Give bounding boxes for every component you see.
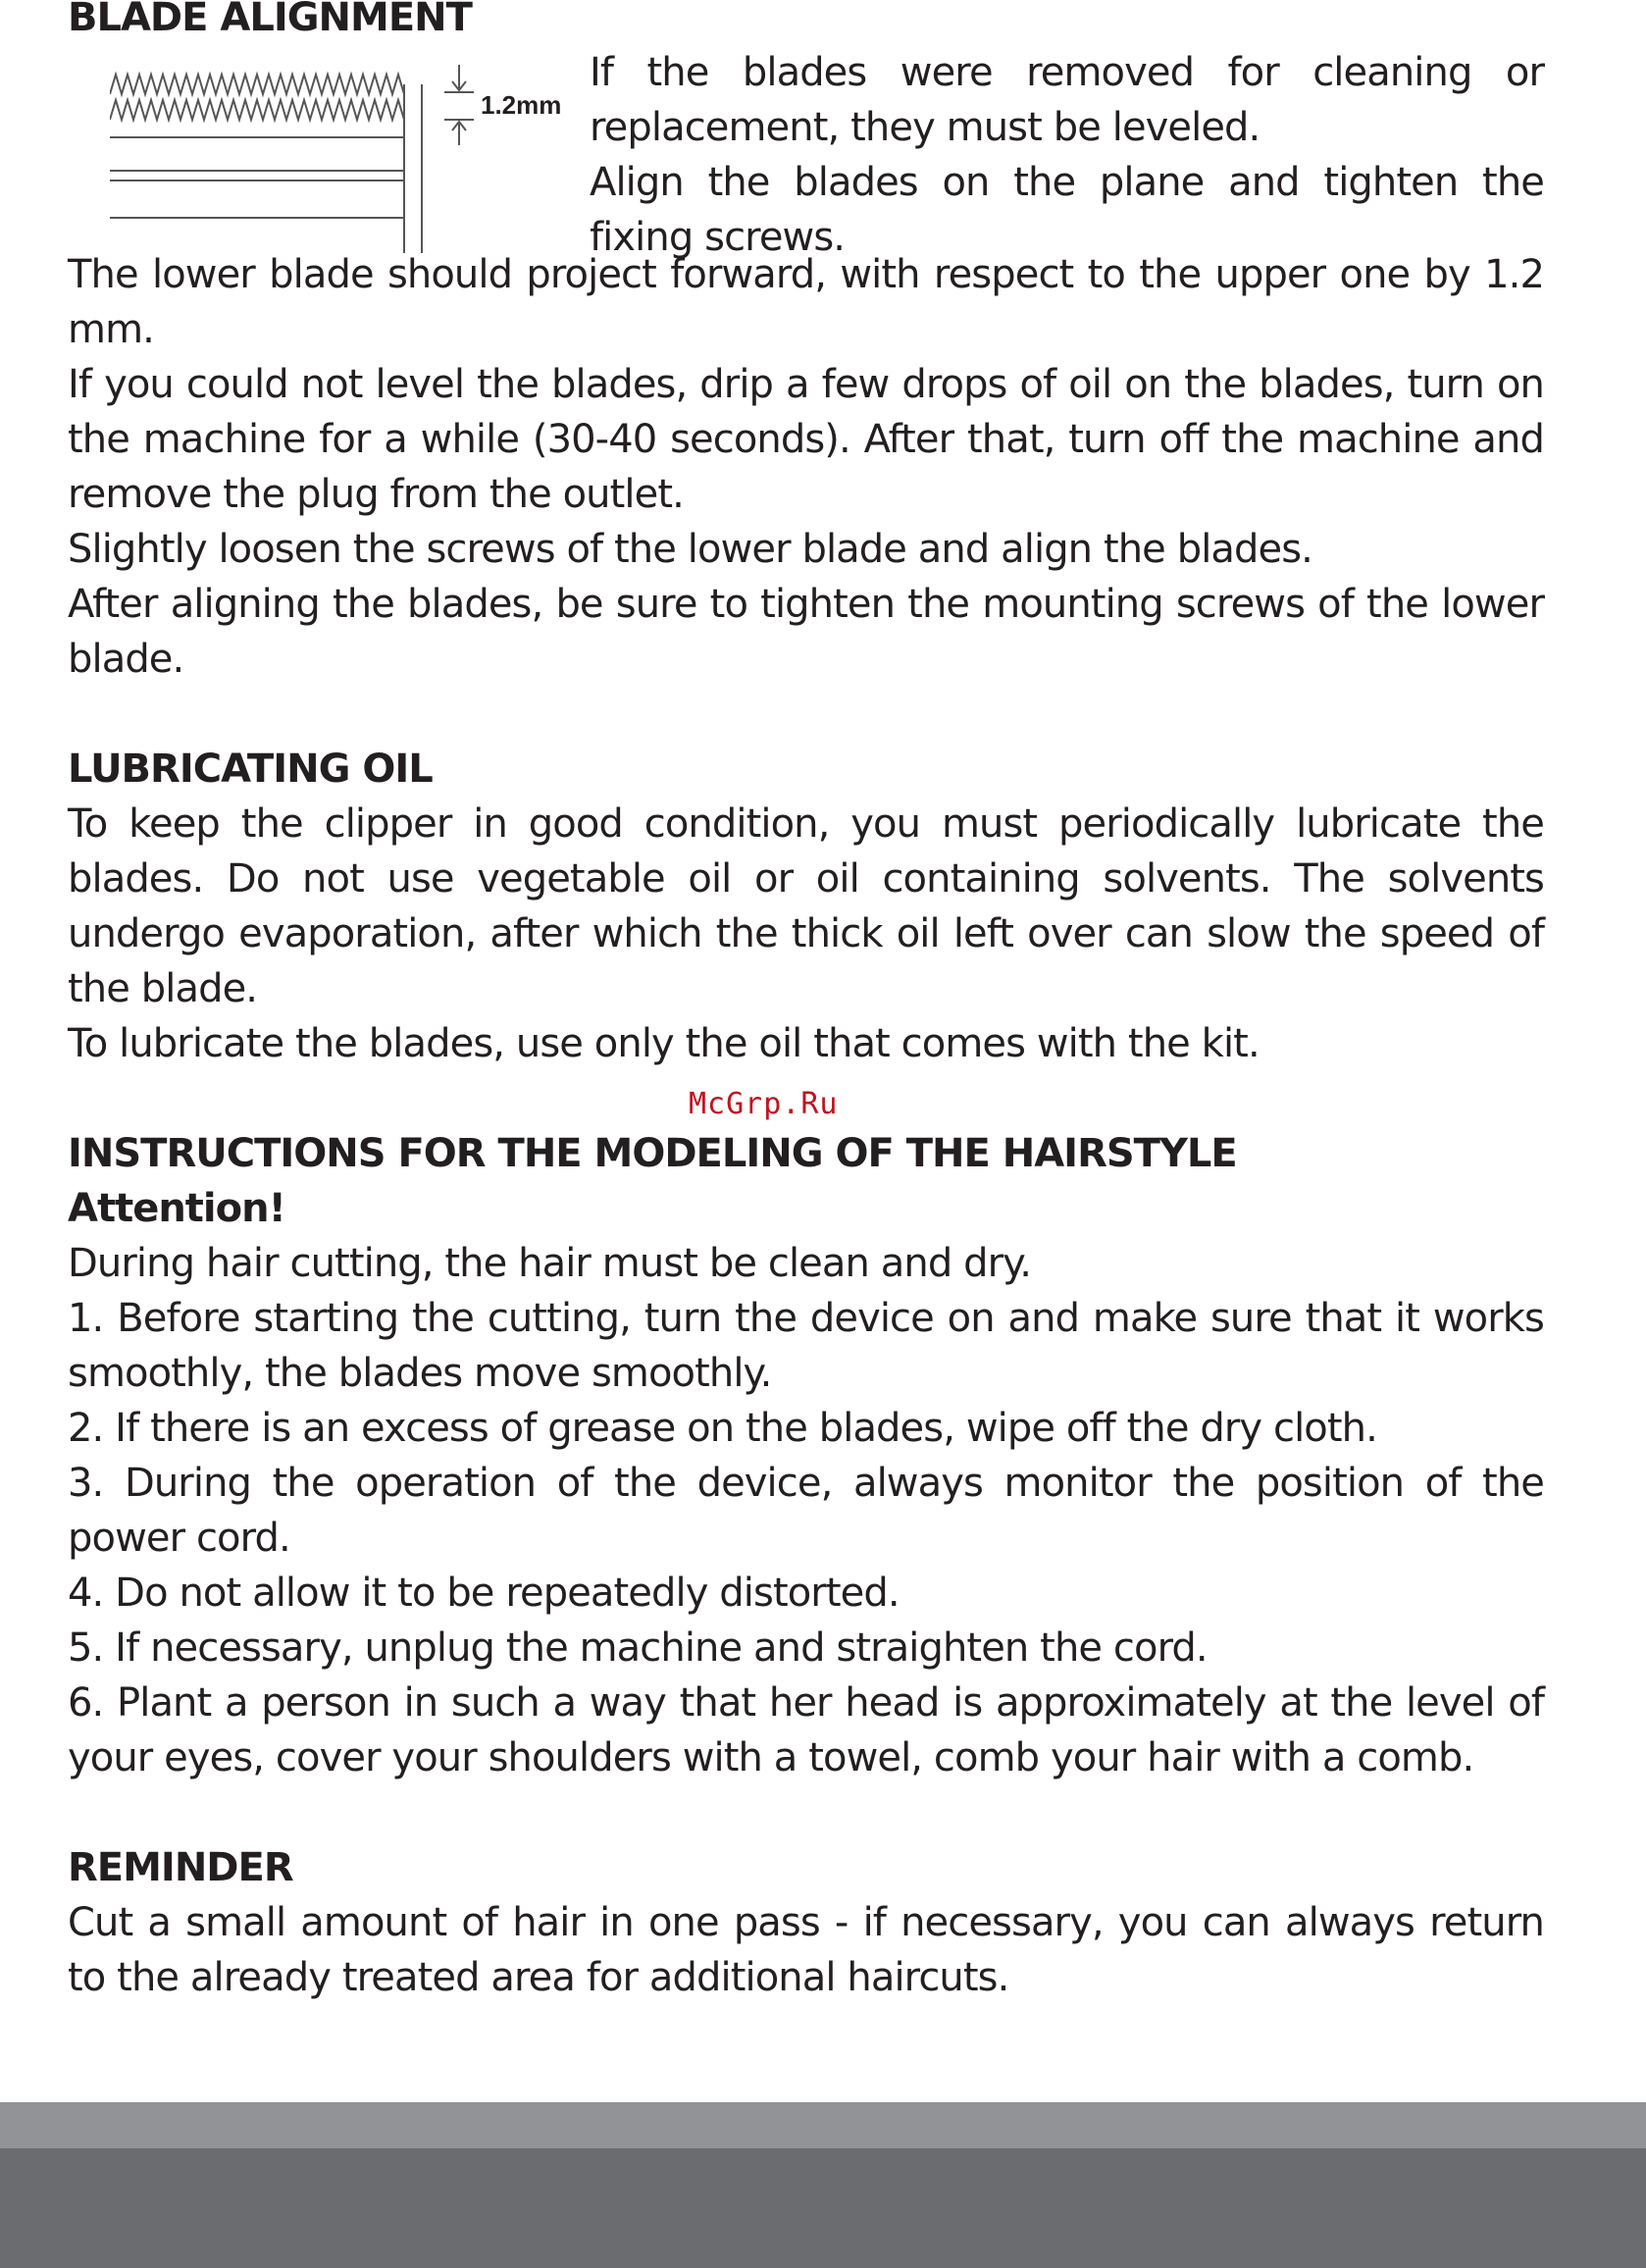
list-item: 2. If there is an excess of grease on the blades, wipe off the dry cloth. xyxy=(68,1406,1377,1451)
paragraph: If you could not level the blades, drip a few drops of oil on the blades, turn on the machine for a while (30-40 seconds). After that, turn off the machine and remove the plug from the outlet. xyxy=(68,362,1544,517)
intro-paragraph: Align the blades on the plane and tighten the fixing screws. xyxy=(590,160,1544,260)
list-item: 6. Plant a person in such a way that her head is approximately at the level of your eyes, cover your shoulders with a towel, comb your hair with a comb. xyxy=(68,1680,1544,1780)
instructions-section xyxy=(68,1126,1544,1785)
lower-blade-teeth xyxy=(110,100,404,120)
paragraph: Slightly loosen the screws of the lower blade and align the blades. xyxy=(68,527,1312,572)
lubricating-oil-section xyxy=(68,742,1544,1071)
list-item: 5. If necessary, unplug the machine and straighten the cord. xyxy=(68,1625,1208,1671)
footer-band-light xyxy=(0,2102,1646,2148)
paragraph: During hair cutting, the hair must be clean and dry. xyxy=(68,1241,1032,1286)
attention-subheading: Attention! xyxy=(68,1186,285,1231)
blade-alignment-intro-text xyxy=(590,45,1544,265)
blade-alignment-intro xyxy=(68,0,1544,260)
paragraph: To lubricate the blades, use only the oil that comes with the kit. xyxy=(68,1021,1260,1066)
watermark: McGrp.Ru xyxy=(689,1087,839,1121)
manual-page xyxy=(68,0,1544,2005)
footer-band-dark xyxy=(0,2148,1646,2268)
lubricating-oil-heading: LUBRICATING OIL xyxy=(68,747,433,792)
diagram-dimension-label: 1.2mm xyxy=(481,90,562,120)
intro-paragraph: If the blades were removed for cleaning or replacement, they must be leveled. xyxy=(590,50,1544,150)
reminder-heading: REMINDER xyxy=(68,1845,293,1890)
list-item: 3. During the operation of the device, always monitor the position of the power cord. xyxy=(68,1461,1544,1561)
paragraph: To keep the clipper in good condition, you must periodically lubricate the blades. Do not use vegetable oil or oil containing solvents. The solvents undergo evaporation, after which the thick oil left over can slow the speed of the blade. xyxy=(68,801,1544,1011)
list-item: 1. Before starting the cutting, turn the device on and make sure that it works smoothly, the blades move smoothly. xyxy=(68,1296,1544,1396)
paragraph: The lower blade should project forward, with respect to the upper one by 1.2 mm. xyxy=(68,252,1544,352)
paragraph: Cut a small amount of hair in one pass - if necessary, you can always return to the already treated area for additional haircuts. xyxy=(68,1900,1544,2000)
instructions-heading: INSTRUCTIONS FOR THE MODELING OF THE HAIRSTYLE xyxy=(68,1131,1237,1176)
paragraph: After aligning the blades, be sure to tighten the mounting screws of the lower blade. xyxy=(68,582,1544,682)
reminder-section xyxy=(68,1840,1544,2005)
blade-alignment-body xyxy=(68,247,1544,687)
list-item: 4. Do not allow it to be repeatedly distorted. xyxy=(68,1571,900,1616)
blade-alignment-diagram xyxy=(110,55,640,273)
blade-alignment-heading: BLADE ALIGNMENT xyxy=(68,0,472,40)
upper-blade-teeth xyxy=(110,75,404,94)
